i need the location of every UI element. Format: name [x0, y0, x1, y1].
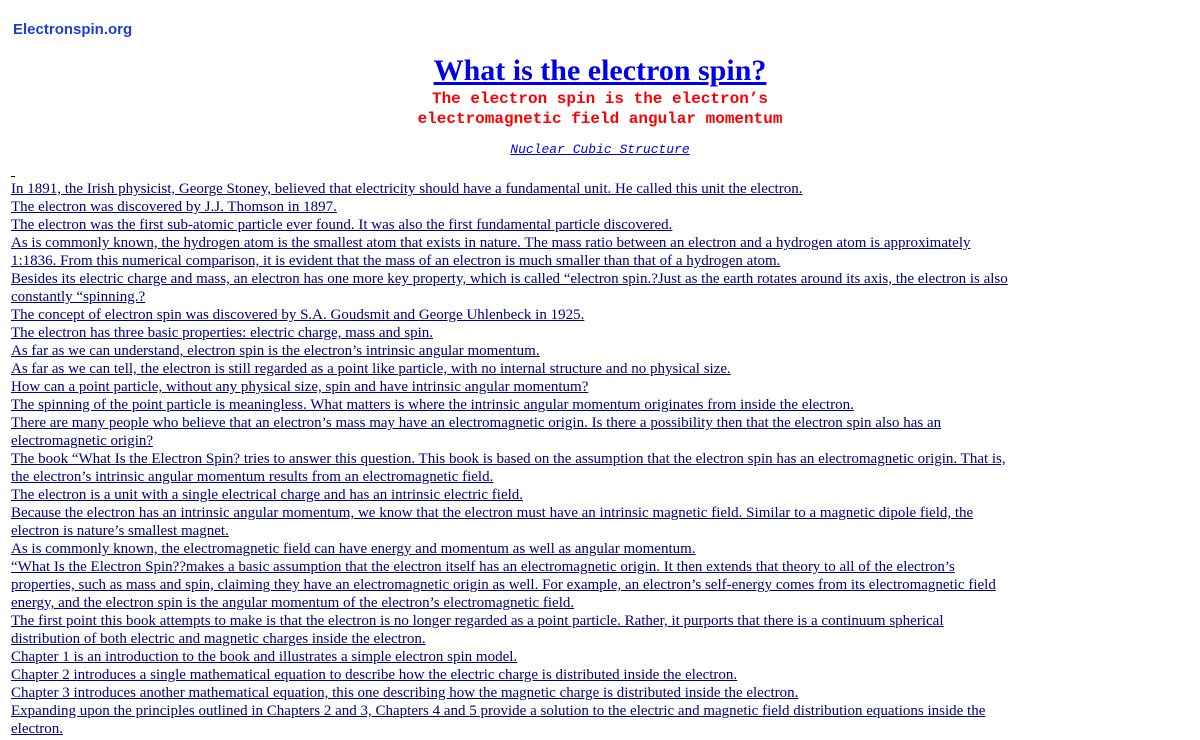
anchor-marker — [11, 166, 15, 177]
paragraph-link[interactable]: Chapter 2 introduces a single mathematical equation to describe how the electric charge is distributed inside the electron. — [11, 667, 738, 683]
paragraph-link[interactable]: The first point this book attempts to make is that the electron is no longer regarded as a point particle. Rather, it purports that there is a continuum spherical distribution of both electric and magnetic charges inside the electron. — [11, 613, 944, 647]
paragraph-link[interactable]: As is commonly known, the electromagnetic field can have energy and momentum as well as angular momentum. — [11, 541, 696, 557]
page-title-link[interactable]: What is the electron spin? — [433, 54, 767, 87]
paragraph-link[interactable]: The electron has three basic properties: electric charge, mass and spin. — [11, 325, 434, 341]
paragraph-link[interactable]: Chapter 1 is an introduction to the book and illustrates a simple electron spin model. — [11, 649, 518, 665]
paragraph-link[interactable]: The electron was the first sub-atomic particle ever found. It was also the first fundamental particle discovered. — [11, 217, 673, 233]
paragraph-link[interactable]: The electron was discovered by J.J. Thomson in 1897. — [11, 199, 337, 215]
paragraph-link[interactable]: Because the electron has an intrinsic angular momentum, we know that the electron must have an intrinsic magnetic field. Similar to a magnetic dipole field, the electron is nature’s smallest magnet. — [11, 505, 974, 539]
paragraph-link[interactable]: As is commonly known, the hydrogen atom is the smallest atom that exists in nature. The mass ratio between an electron and a hydrogen atom is approximately 1:1836. From this numerical comparison, it is evident that the mass of an electron is much smaller than that of a hydrogen atom. — [11, 235, 971, 269]
paragraph-link[interactable]: Chapter 3 introduces another mathematical equation, this one describing how the magnetic charge is distributed inside the electron. — [11, 685, 799, 701]
paragraph-link[interactable]: The concept of electron spin was discovered by S.A. Goudsmit and George Uhlenbeck in 1925. — [11, 307, 585, 323]
paragraph-link[interactable]: Besides its electric charge and mass, an electron has one more key property, which is called “electron spin.?Just as the earth rotates around its axis, the electron is also constantly “spinning.? — [11, 271, 1008, 305]
paragraph-link[interactable]: There are many people who believe that an electron’s mass may have an electromagnetic origin. Is there a possibility then that the electron spin also has an electromagnetic origin? — [11, 415, 942, 449]
paragraph-link[interactable]: In 1891, the Irish physicist, George Stoney, believed that electricity should have a fundamental unit. He called this unit the electron. — [11, 181, 803, 197]
paragraph-link[interactable]: Expanding upon the principles outlined in Chapters 2 and 3, Chapters 4 and 5 provide a solution to the electric and magnetic field distribution equations inside the electron. — [11, 703, 986, 737]
page-header — [0, 53, 1200, 158]
paragraph-link[interactable]: The electron is a unit with a single electrical charge and has an intrinsic electric field. — [11, 487, 524, 503]
paragraph-link[interactable]: The spinning of the point particle is meaningless. What matters is where the intrinsic angular momentum originates from inside the electron. — [11, 397, 854, 413]
paragraph-link[interactable]: The book “What Is the Electron Spin? tries to answer this question. This book is based on the assumption that the electron spin has an electromagnetic origin. That is, the electron’s intrinsic angular momentum results from an electromagnetic field. — [11, 451, 1006, 485]
page-subtitle: The electron spin is the electron’s electromagnetic field angular momentum — [417, 90, 783, 128]
paragraph-link[interactable]: As far as we can understand, electron spin is the electron’s intrinsic angular momentum. — [11, 343, 540, 359]
paragraph-link[interactable]: How can a point particle, without any physical size, spin and have intrinsic angular momentum? — [11, 379, 589, 395]
paragraph-link[interactable]: As far as we can tell, the electron is still regarded as a point like particle, with no internal structure and no physical size. — [11, 361, 731, 377]
article-body — [11, 180, 1011, 738]
nuclear-cubic-structure-link[interactable]: Nuclear Cubic Structure — [510, 142, 690, 157]
site-name-link[interactable]: Electronspin.org — [13, 21, 133, 38]
paragraph-link[interactable]: “What Is the Electron Spin??makes a basic assumption that the electron itself has an electromagnetic origin. It then extends that theory to all of the electron’s properties, such as mass and spin, claiming they have an electromagnetic origin as well. For example, an electron’s self-energy comes from its electromagnetic field energy, and the electron spin is the angular momentum of the electron’s electromagnetic field. — [11, 559, 996, 611]
